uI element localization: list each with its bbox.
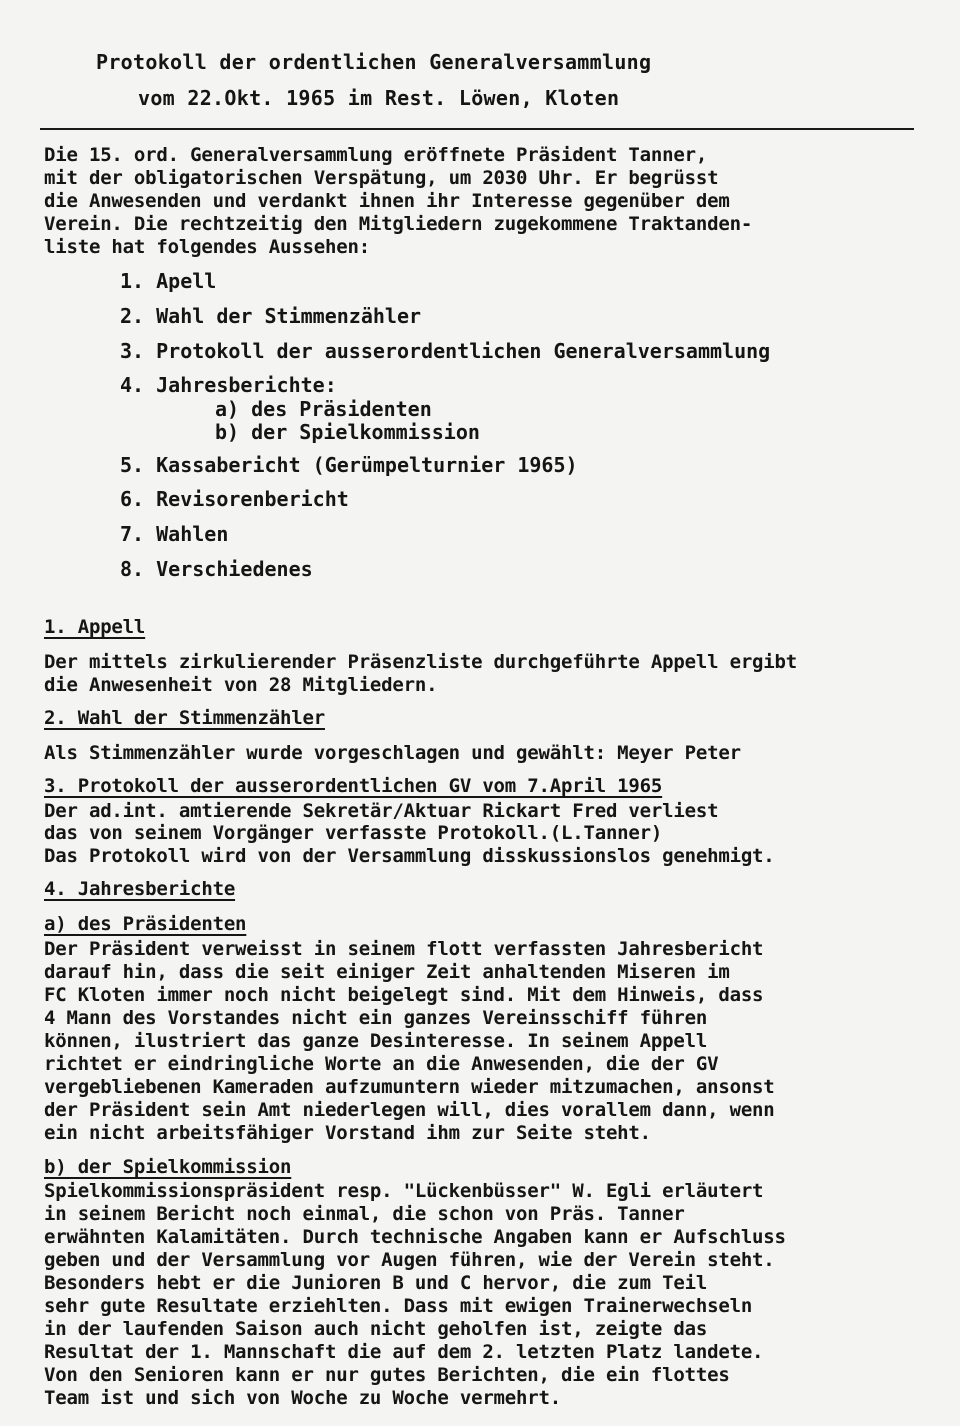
section-text: FC Kloten immer noch nicht beigelegt sind. Mit dem Hinweis, dass bbox=[44, 984, 764, 1006]
section-text: können, ilustriert das ganze Desinteresse. In seinem Appell bbox=[44, 1030, 708, 1052]
agenda-item: 6. Revisorenbericht bbox=[120, 487, 349, 511]
agenda-subitem: b) der Spielkommission bbox=[215, 420, 480, 444]
section-text: Das Protokoll wird von der Versammlung disskussionslos genehmigt. bbox=[44, 845, 775, 867]
section-heading-jahresberichte: 4. Jahresberichte bbox=[44, 878, 236, 900]
section-text: richtet er eindringliche Worte an die Anwesenden, die der GV bbox=[44, 1053, 719, 1075]
agenda-item: 5. Kassabericht (Gerümpelturnier 1965) bbox=[120, 453, 578, 477]
section-text: in seinem Bericht noch einmal, die schon von Präs. Tanner bbox=[44, 1203, 685, 1225]
section-text: Team ist und sich von Woche zu Woche vermehrt. bbox=[44, 1387, 561, 1409]
section-heading-protokoll: 3. Protokoll der ausserordentlichen GV vom 7.April 1965 bbox=[44, 775, 663, 797]
section-text: Von den Senioren kann er nur gutes Berichten, die ein flottes bbox=[44, 1364, 730, 1386]
section-text: ein nicht arbeitsfähiger Vorstand ihm zur Seite steht. bbox=[44, 1122, 651, 1144]
document-title: Protokoll der ordentlichen Generalversammlung bbox=[96, 50, 652, 74]
agenda-item: 3. Protokoll der ausserordentlichen Generalversammlung bbox=[120, 339, 771, 363]
section-text: Der ad.int. amtierende Sekretär/Aktuar Rickart Fred verliest bbox=[44, 800, 719, 822]
section-text: Der mittels zirkulierender Präsenzliste durchgeführte Appell ergibt bbox=[44, 651, 798, 673]
section-text: in der laufenden Saison auch nicht geholfen ist, zeigte das bbox=[44, 1318, 708, 1340]
title-divider bbox=[40, 128, 914, 130]
section-text: darauf hin, dass die seit einiger Zeit anhaltenden Miseren im bbox=[44, 961, 730, 983]
agenda-item: 7. Wahlen bbox=[120, 522, 229, 546]
section-text: vergebliebenen Kameraden aufzumuntern wieder mitzumachen, ansonst bbox=[44, 1076, 775, 1098]
section-text: der Präsident sein Amt niederlegen will, dies vorallem dann, wenn bbox=[44, 1099, 775, 1121]
section-text: die Anwesenheit von 28 Mitgliedern. bbox=[44, 674, 438, 696]
agenda-subitem: a) des Präsidenten bbox=[215, 397, 432, 421]
section-heading-wahl: 2. Wahl der Stimmenzähler bbox=[44, 707, 325, 729]
agenda-item: 2. Wahl der Stimmenzähler bbox=[120, 304, 422, 328]
document-subtitle: vom 22.Okt. 1965 im Rest. Löwen, Kloten bbox=[138, 86, 620, 110]
section-text: Resultat der 1. Mannschaft die auf dem 2. letzten Platz landete. bbox=[44, 1341, 764, 1363]
section-text: geben und der Versammlung vor Augen führen, wie der Verein steht. bbox=[44, 1249, 775, 1271]
section-text: 4 Mann des Vorstandes nicht ein ganzes Vereinsschiff führen bbox=[44, 1007, 708, 1029]
agenda-item: 4. Jahresberichte: bbox=[120, 373, 337, 397]
subsection-heading-spielkommission: b) der Spielkommission bbox=[44, 1156, 292, 1178]
section-text: Spielkommissionspräsident resp. "Lückenbüsser" W. Egli erläutert bbox=[44, 1180, 764, 1202]
section-text: erwähnten Kalamitäten. Durch technische Angaben kann er Aufschluss bbox=[44, 1226, 786, 1248]
section-heading-appell: 1. Appell bbox=[44, 616, 146, 638]
section-text: sehr gute Resultate erziehlten. Dass mit ewigen Trainerwechseln bbox=[44, 1295, 753, 1317]
intro-line: liste hat folgendes Aussehen: bbox=[44, 236, 370, 258]
intro-line: Die 15. ord. Generalversammlung eröffnete Präsident Tanner, bbox=[44, 144, 708, 166]
section-text: Als Stimmenzähler wurde vorgeschlagen und gewählt: Meyer Peter bbox=[44, 742, 741, 764]
section-text: Der Präsident verweisst in seinem flott verfassten Jahresbericht bbox=[44, 938, 764, 960]
section-text: das von seinem Vorgänger verfasste Protokoll.(L.Tanner) bbox=[44, 822, 663, 844]
intro-line: die Anwesenden und verdankt ihnen ihr Interesse gegenüber dem bbox=[44, 190, 730, 212]
intro-line: mit der obligatorischen Verspätung, um 2030 Uhr. Er begrüsst bbox=[44, 167, 719, 189]
agenda-item: 1. Apell bbox=[120, 269, 217, 293]
intro-line: Verein. Die rechtzeitig den Mitgliedern zugekommene Traktanden- bbox=[44, 213, 753, 235]
section-text: Besonders hebt er die Junioren B und C hervor, die zum Teil bbox=[44, 1272, 708, 1294]
agenda-item: 8. Verschiedenes bbox=[120, 557, 313, 581]
subsection-heading-praesident: a) des Präsidenten bbox=[44, 913, 247, 935]
